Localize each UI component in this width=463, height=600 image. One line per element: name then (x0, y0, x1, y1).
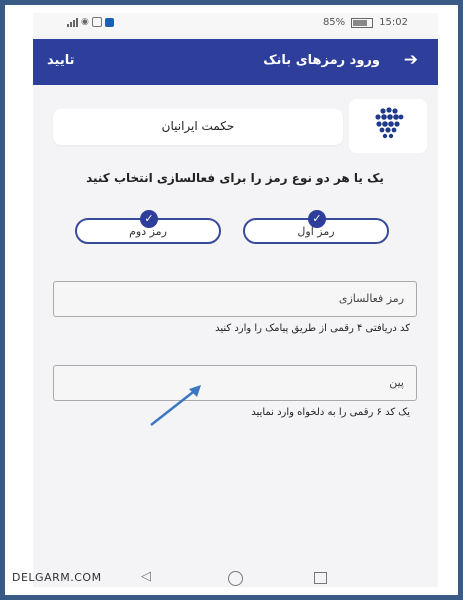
wifi-icon: ◉ (81, 17, 89, 27)
check-icon: ✓ (308, 210, 326, 228)
status-bar (33, 13, 438, 35)
confirm-button[interactable]: تایید (47, 53, 75, 68)
page-title: ورود رمزهای بانک (263, 53, 380, 68)
nav-home-icon[interactable] (228, 571, 243, 586)
phone-screen (33, 13, 438, 587)
bank-logo-box (349, 99, 427, 153)
notification-icon (92, 17, 102, 27)
activation-code-hint: کد دریافتی ۴ رقمی از طریق پیامک را وارد کنید (215, 323, 410, 334)
signal-icon (67, 18, 78, 27)
nav-back-icon[interactable]: ◁ (141, 569, 151, 584)
battery-icon (351, 18, 373, 28)
app-notification-icon (105, 18, 114, 27)
clock: 15:02 (379, 17, 408, 28)
first-password-button[interactable] (243, 212, 389, 244)
first-password-label: رمز اول (297, 225, 335, 238)
check-icon: ✓ (140, 210, 158, 228)
nav-recents-icon[interactable] (314, 572, 327, 584)
activation-code-input[interactable] (53, 281, 417, 317)
instruction-text: یک یا هر دو نوع رمز را برای فعالسازی انتخاب کنید (86, 171, 384, 185)
status-icons-right (323, 17, 408, 28)
battery-percent: 85% (322, 17, 346, 28)
status-icons-left (67, 17, 114, 27)
annotation-arrow-icon (145, 381, 205, 429)
bank-name-field[interactable] (53, 109, 343, 145)
bank-name: حکمت ایرانیان (161, 119, 235, 133)
activation-code-placeholder: رمز فعالسازی (338, 292, 404, 305)
second-password-label: رمز دوم (129, 225, 167, 238)
second-password-button[interactable] (75, 212, 221, 244)
app-header (33, 39, 438, 85)
watermark: DELGARM.COM (12, 571, 102, 584)
hekmat-bank-logo-icon (372, 107, 406, 143)
pin-placeholder: پین (389, 376, 404, 389)
screenshot-frame (5, 5, 458, 595)
arrow-right-icon[interactable]: ➔ (403, 50, 418, 70)
pin-hint: یک کد ۶ رقمی را به دلخواه وارد نمایید (251, 407, 410, 418)
pin-input[interactable] (53, 365, 417, 401)
